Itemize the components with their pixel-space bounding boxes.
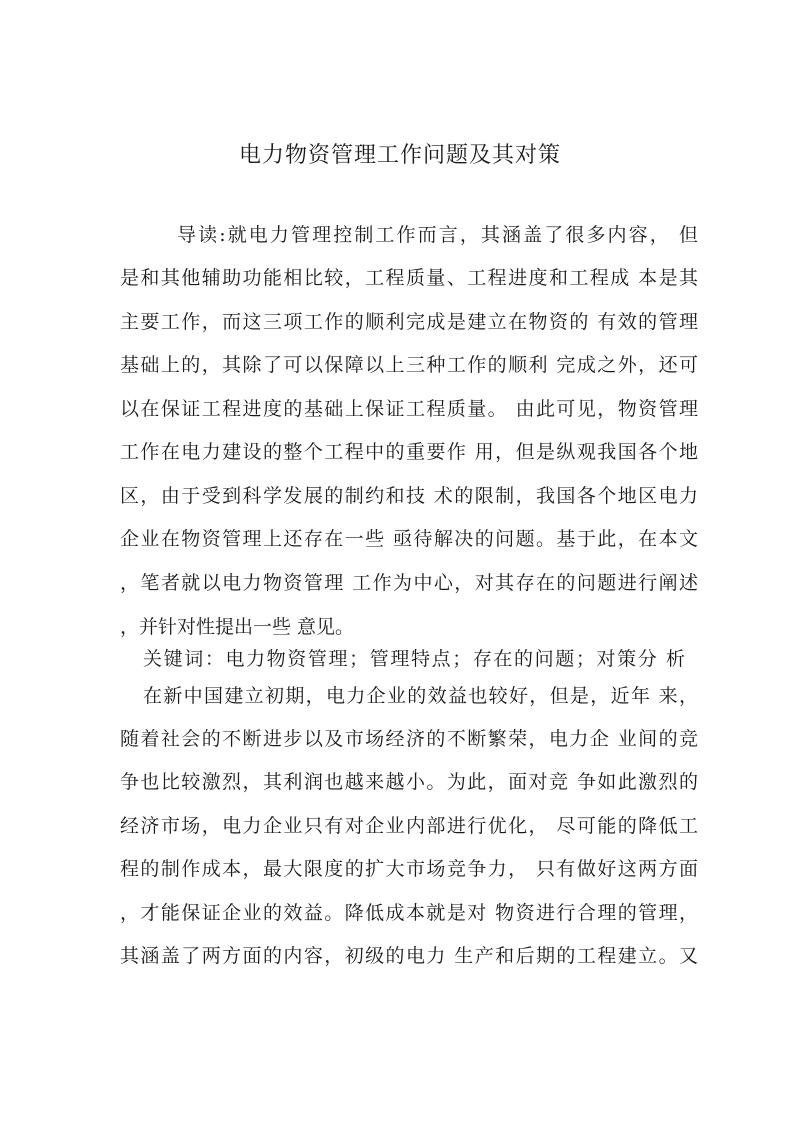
body-line: 争也比较激烈，其利润也越来越小。为此，面对竞 争如此激烈的 (120, 771, 698, 793)
body-line: 在新中国建立初期，电力企业的效益也较好，但是，近年 来， (143, 685, 698, 707)
body-line: 程的制作成本，最大限度的扩大市场竞争力， 只有做好这两方面 (120, 858, 698, 880)
document-title: 电力物资管理工作问题及其对策 (238, 143, 561, 168)
body-line: ，并针对性提出一些 意见。 (120, 616, 355, 638)
body-line: 以在保证工程进度的基础上保证工程质量。 由此可见，物资管理 (120, 398, 698, 420)
body-line: 其涵盖了两方面的内容，初级的电力 生产和后期的工程建立。又 (120, 945, 698, 967)
body-line: 随着社会的不断进步以及市场经济的不断繁荣，电力企 业间的竞 (120, 728, 698, 750)
body-line: ，才能保证企业的效益。降低成本就是对 物资进行合理的管理， (120, 902, 698, 924)
body-line: 区，由于受到科学发展的制约和技 术的限制，我国各个地区电力 (120, 485, 698, 507)
body-line: 主要工作，而这三项工作的顺利完成是建立在物资的 有效的管理 (120, 311, 698, 333)
body-line: 工作在电力建设的整个工程中的重要作 用，但是纵观我国各个地 (120, 441, 698, 463)
body-line: 导读:就电力管理控制工作而言，其涵盖了很多内容， 但 (177, 224, 698, 246)
body-line: 基础上的，其除了可以保障以上三种工作的顺利 完成之外，还可 (120, 354, 698, 376)
body-line: 企业在物资管理上还存在一些 亟待解决的问题。基于此，在本文 (120, 528, 698, 550)
body-line: 是和其他辅助功能相比较，工程质量、工程进度和工程成 本是其 (120, 267, 698, 289)
body-line: ，笔者就以电力物资管理 工作为中心，对其存在的问题进行阐述 (120, 572, 698, 594)
keywords-line: 关键词：电力物资管理；管理特点；存在的问题；对策分 析 (143, 648, 685, 670)
body-line: 经济市场，电力企业只有对企业内部进行优化， 尽可能的降低工 (120, 815, 698, 837)
